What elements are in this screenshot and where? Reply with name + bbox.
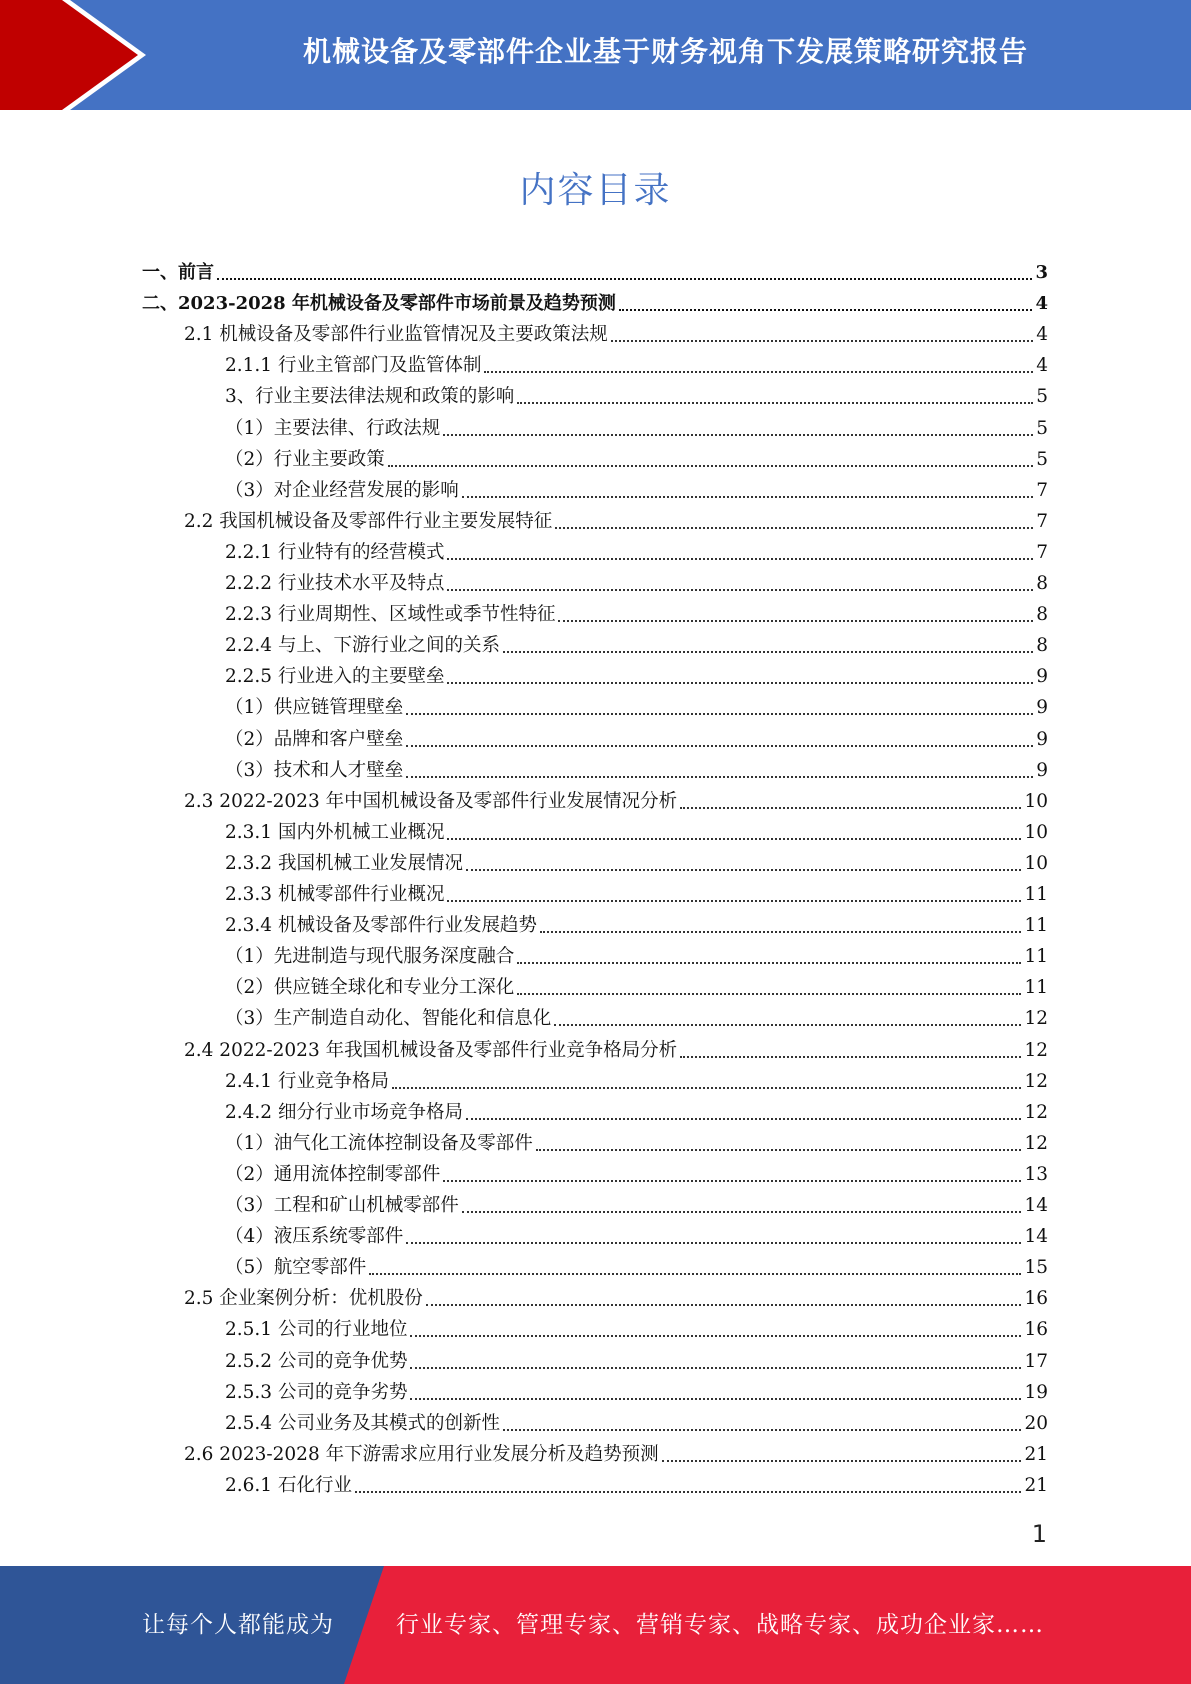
toc-entry-page: 15 <box>1024 1257 1048 1279</box>
toc-leader-dots <box>611 340 1033 342</box>
toc-heading: 内容目录 <box>519 170 672 211</box>
toc-leader-dots <box>443 434 1033 436</box>
footer-slogan-right: 行业专家、管理专家、营销专家、战略专家、成功企业家…… <box>396 1612 1044 1638</box>
toc-leader-dots <box>517 962 1021 964</box>
toc-entry-page: 7 <box>1036 510 1048 532</box>
toc-entry-title: （5）航空零部件 <box>225 1257 367 1279</box>
toc-leader-dots <box>466 869 1021 871</box>
toc-entry-title: （3）技术和人才壁垒 <box>225 759 404 781</box>
toc-entry-title: 二、2023-2028 年机械设备及零部件市场前景及趋势预测 <box>142 293 616 315</box>
toc-leader-dots <box>447 838 1021 840</box>
toc-entry-page: 11 <box>1024 977 1048 999</box>
toc-leader-dots <box>517 993 1021 995</box>
toc-entry-title: 2.5 企业案例分析：优机股份 <box>184 1288 423 1310</box>
toc-entry[interactable] <box>225 565 1048 596</box>
toc-leader-dots <box>410 1367 1021 1369</box>
toc-entry-title: （1）主要法律、行政法规 <box>225 417 441 439</box>
toc-entry-title: 2.1.1 行业主管部门及监管体制 <box>225 355 482 377</box>
toc-leader-dots <box>619 309 1033 311</box>
toc-entry-page: 21 <box>1024 1443 1048 1465</box>
toc-entry[interactable] <box>225 1343 1048 1374</box>
toc-leader-dots <box>369 1273 1021 1275</box>
toc-entry[interactable] <box>184 316 1048 347</box>
toc-entry-title: 2.3.3 机械零部件行业概况 <box>225 884 445 905</box>
toc-leader-dots <box>217 278 1032 280</box>
toc-entry-page: 12 <box>1024 1070 1048 1092</box>
toc-entry-page: 7 <box>1036 479 1048 501</box>
toc-leader-dots <box>388 465 1033 467</box>
toc-entry[interactable] <box>225 378 1048 409</box>
toc-entry-title: 3、行业主要法律法规和政策的影响 <box>225 386 515 408</box>
toc-entry[interactable] <box>184 1032 1048 1063</box>
toc-entry-title: （4）液压系统零部件 <box>225 1226 404 1248</box>
toc-entry[interactable] <box>225 1063 1048 1094</box>
toc-entry-title: 2.3 2022-2023 年中国机械设备及零部件行业发展情况分析 <box>184 790 678 812</box>
toc-entry[interactable] <box>225 1249 1048 1280</box>
toc-entry[interactable] <box>184 1436 1048 1467</box>
toc-entry[interactable] <box>225 752 1048 783</box>
toc-entry[interactable] <box>225 969 1048 1000</box>
toc-leader-dots <box>558 620 1033 622</box>
toc-entry-page: 10 <box>1024 821 1048 843</box>
toc-entry-page: 9 <box>1036 759 1048 781</box>
toc-entry-title: （3）生产制造自动化、智能化和信息化 <box>225 1008 552 1030</box>
toc-entry-page: 9 <box>1036 697 1048 719</box>
toc-entry-page: 19 <box>1024 1381 1048 1403</box>
toc-entry[interactable] <box>225 1405 1048 1436</box>
toc-entry[interactable] <box>225 1311 1048 1342</box>
toc-entry-page: 17 <box>1024 1350 1048 1372</box>
toc-entry[interactable] <box>225 689 1048 720</box>
toc-leader-dots <box>554 1024 1021 1026</box>
toc-entry-page: 5 <box>1036 386 1048 408</box>
toc-leader-dots <box>662 1460 1022 1462</box>
toc-entry-title: 2.4 2022-2023 年我国机械设备及零部件行业竞争格局分析 <box>184 1039 678 1061</box>
toc-entry-page: 11 <box>1024 884 1048 905</box>
toc-entry[interactable] <box>225 907 1048 938</box>
toc-entry-page: 11 <box>1024 946 1048 968</box>
toc-leader-dots <box>503 651 1033 653</box>
toc-entry-title: （1）先进制造与现代服务深度融合 <box>225 946 515 968</box>
toc-entry-title: 2.2.3 行业周期性、区域性或季节性特征 <box>225 604 556 626</box>
toc-entry-title: （1）供应链管理壁垒 <box>225 697 404 719</box>
toc-entry-title: 2.2.2 行业技术水平及特点 <box>225 573 445 594</box>
toc-leader-dots <box>536 1149 1022 1151</box>
toc-entry[interactable] <box>225 845 1048 876</box>
toc-entry[interactable] <box>225 627 1048 658</box>
toc-entry-title: 2.4.1 行业竞争格局 <box>225 1070 389 1092</box>
toc-leader-dots <box>447 589 1033 591</box>
toc-entry-page: 16 <box>1024 1319 1048 1341</box>
toc-entry-title: 2.5.4 公司业务及其模式的创新性 <box>225 1412 500 1434</box>
toc-leader-dots <box>426 1304 1022 1306</box>
toc-entry-page: 20 <box>1024 1412 1048 1434</box>
toc-entry-title: （1）油气化工流体控制设备及零部件 <box>225 1132 533 1154</box>
toc-entry[interactable] <box>225 814 1048 845</box>
toc-entry-title: （2）品牌和客户壁垒 <box>225 728 404 750</box>
toc-entry-title: 2.6 2023-2028 年下游需求应用行业发展分析及趋势预测 <box>184 1443 659 1465</box>
toc-entry[interactable] <box>225 1125 1048 1156</box>
toc-leader-dots <box>392 1087 1021 1089</box>
toc-leader-dots <box>406 745 1033 747</box>
footer-slogan-left: 让每个人都能成为 <box>142 1612 334 1638</box>
toc-entry-page: 10 <box>1024 790 1048 812</box>
toc-entry-title: 2.5.3 公司的竞争劣势 <box>225 1381 408 1403</box>
toc-entry[interactable] <box>225 876 1048 907</box>
toc-entry-title: 2.5.2 公司的竞争优势 <box>225 1350 408 1372</box>
toc-entry[interactable] <box>225 1467 1048 1498</box>
toc-entry[interactable] <box>225 1374 1048 1405</box>
toc-entry[interactable] <box>142 254 1048 285</box>
toc-entry[interactable] <box>225 1000 1048 1031</box>
toc-leader-dots <box>462 496 1033 498</box>
toc-leader-dots <box>447 682 1033 684</box>
toc-entry-title: （2）行业主要政策 <box>225 448 385 470</box>
toc-entry-page: 8 <box>1036 635 1048 657</box>
toc-entry-page: 9 <box>1036 728 1048 750</box>
header-banner <box>0 0 1191 110</box>
toc-leader-dots <box>355 1491 1022 1493</box>
toc-entry[interactable] <box>184 783 1048 814</box>
toc-entry-page: 3 <box>1035 262 1048 283</box>
toc-leader-dots <box>484 371 1033 373</box>
toc-entry-page: 12 <box>1024 1008 1048 1030</box>
toc-leader-dots <box>680 1056 1021 1058</box>
toc-entry-title: 2.4.2 细分行业市场竞争格局 <box>225 1101 463 1123</box>
toc-entry[interactable] <box>225 658 1048 689</box>
toc-entry-title: 2.2.1 行业特有的经营模式 <box>225 541 445 563</box>
toc-entry[interactable] <box>184 503 1048 534</box>
toc-leader-dots <box>410 1398 1021 1400</box>
toc-entry[interactable] <box>225 1094 1048 1125</box>
toc-entry[interactable] <box>225 534 1048 565</box>
report-title: 机械设备及零部件企业基于财务视角下发展策略研究报告 <box>302 35 1028 68</box>
toc-entry-title: 2.3.2 我国机械工业发展情况 <box>225 852 463 874</box>
toc-entry[interactable] <box>225 441 1048 472</box>
toc-entry-page: 21 <box>1024 1474 1048 1496</box>
toc-leader-dots <box>410 1335 1021 1337</box>
toc-leader-dots <box>406 1242 1021 1244</box>
toc-entry-page: 9 <box>1036 666 1048 688</box>
toc-leader-dots <box>406 713 1033 715</box>
toc-entry-page: 8 <box>1036 604 1048 626</box>
toc-leader-dots <box>466 1118 1021 1120</box>
toc-entry-page: 5 <box>1036 448 1048 470</box>
toc-entry-title: 2.2.4 与上、下游行业之间的关系 <box>225 635 500 657</box>
toc-entry-title: （2）供应链全球化和专业分工深化 <box>225 977 515 999</box>
toc-entry-page: 8 <box>1036 573 1048 594</box>
toc-entry-page: 5 <box>1036 417 1048 439</box>
toc-entry[interactable] <box>225 721 1048 752</box>
toc-leader-dots <box>462 1211 1022 1213</box>
toc-entry-title: （2）通用流体控制零部件 <box>225 1163 441 1185</box>
toc-entry[interactable] <box>225 410 1048 441</box>
toc-entry[interactable] <box>225 472 1048 503</box>
toc-entry-page: 10 <box>1024 852 1048 874</box>
toc-entry-title: 一、前言 <box>142 262 214 283</box>
toc-entry-page: 4 <box>1036 355 1048 377</box>
toc-entry[interactable] <box>225 347 1048 378</box>
page-number: 1 <box>1031 1520 1047 1548</box>
toc-entry-page: 12 <box>1024 1132 1048 1154</box>
toc-leader-dots <box>406 776 1033 778</box>
toc-leader-dots <box>503 1429 1021 1431</box>
toc-leader-dots <box>540 931 1021 933</box>
toc-entry[interactable] <box>225 938 1048 969</box>
toc-entry-title: 2.3.4 机械设备及零部件行业发展趋势 <box>225 915 537 937</box>
toc-entry-page: 7 <box>1036 541 1048 563</box>
toc-entry-page: 13 <box>1024 1163 1048 1185</box>
toc-leader-dots <box>555 527 1033 529</box>
toc-entry[interactable] <box>225 1218 1048 1249</box>
toc-leader-dots <box>680 807 1021 809</box>
toc-entry-title: 2.1 机械设备及零部件行业监管情况及主要政策法规 <box>184 324 608 346</box>
toc-entry-title: （3）对企业经营发展的影响 <box>225 479 459 501</box>
toc-entry-page: 11 <box>1024 915 1048 937</box>
toc-entry-page: 14 <box>1024 1226 1048 1248</box>
toc-entry[interactable] <box>225 596 1048 627</box>
toc-entry-page: 12 <box>1024 1101 1048 1123</box>
toc-entry-page: 4 <box>1035 293 1048 315</box>
footer-banner <box>0 1566 1191 1684</box>
toc-entry-title: 2.3.1 国内外机械工业概况 <box>225 821 445 843</box>
toc-entry[interactable] <box>184 1280 1048 1311</box>
toc-entry-title: （3）工程和矿山机械零部件 <box>225 1195 459 1216</box>
toc-entry-page: 14 <box>1024 1195 1048 1216</box>
toc-leader-dots <box>517 402 1033 404</box>
toc-entry-title: 2.5.1 公司的行业地位 <box>225 1319 408 1341</box>
toc-leader-dots <box>447 558 1033 560</box>
toc-leader-dots <box>443 1180 1021 1182</box>
toc-entry[interactable] <box>225 1156 1048 1187</box>
toc-entry-page: 12 <box>1024 1039 1048 1061</box>
toc-entry[interactable] <box>225 1187 1048 1218</box>
toc-entry-title: 2.2.5 行业进入的主要壁垒 <box>225 666 445 688</box>
toc-entry[interactable] <box>142 285 1048 316</box>
toc-entry-page: 4 <box>1036 324 1048 346</box>
toc-entry-title: 2.6.1 石化行业 <box>225 1474 352 1496</box>
toc-leader-dots <box>447 900 1021 902</box>
toc-entry-title: 2.2 我国机械设备及零部件行业主要发展特征 <box>184 510 553 532</box>
toc-entry-page: 16 <box>1024 1288 1048 1310</box>
